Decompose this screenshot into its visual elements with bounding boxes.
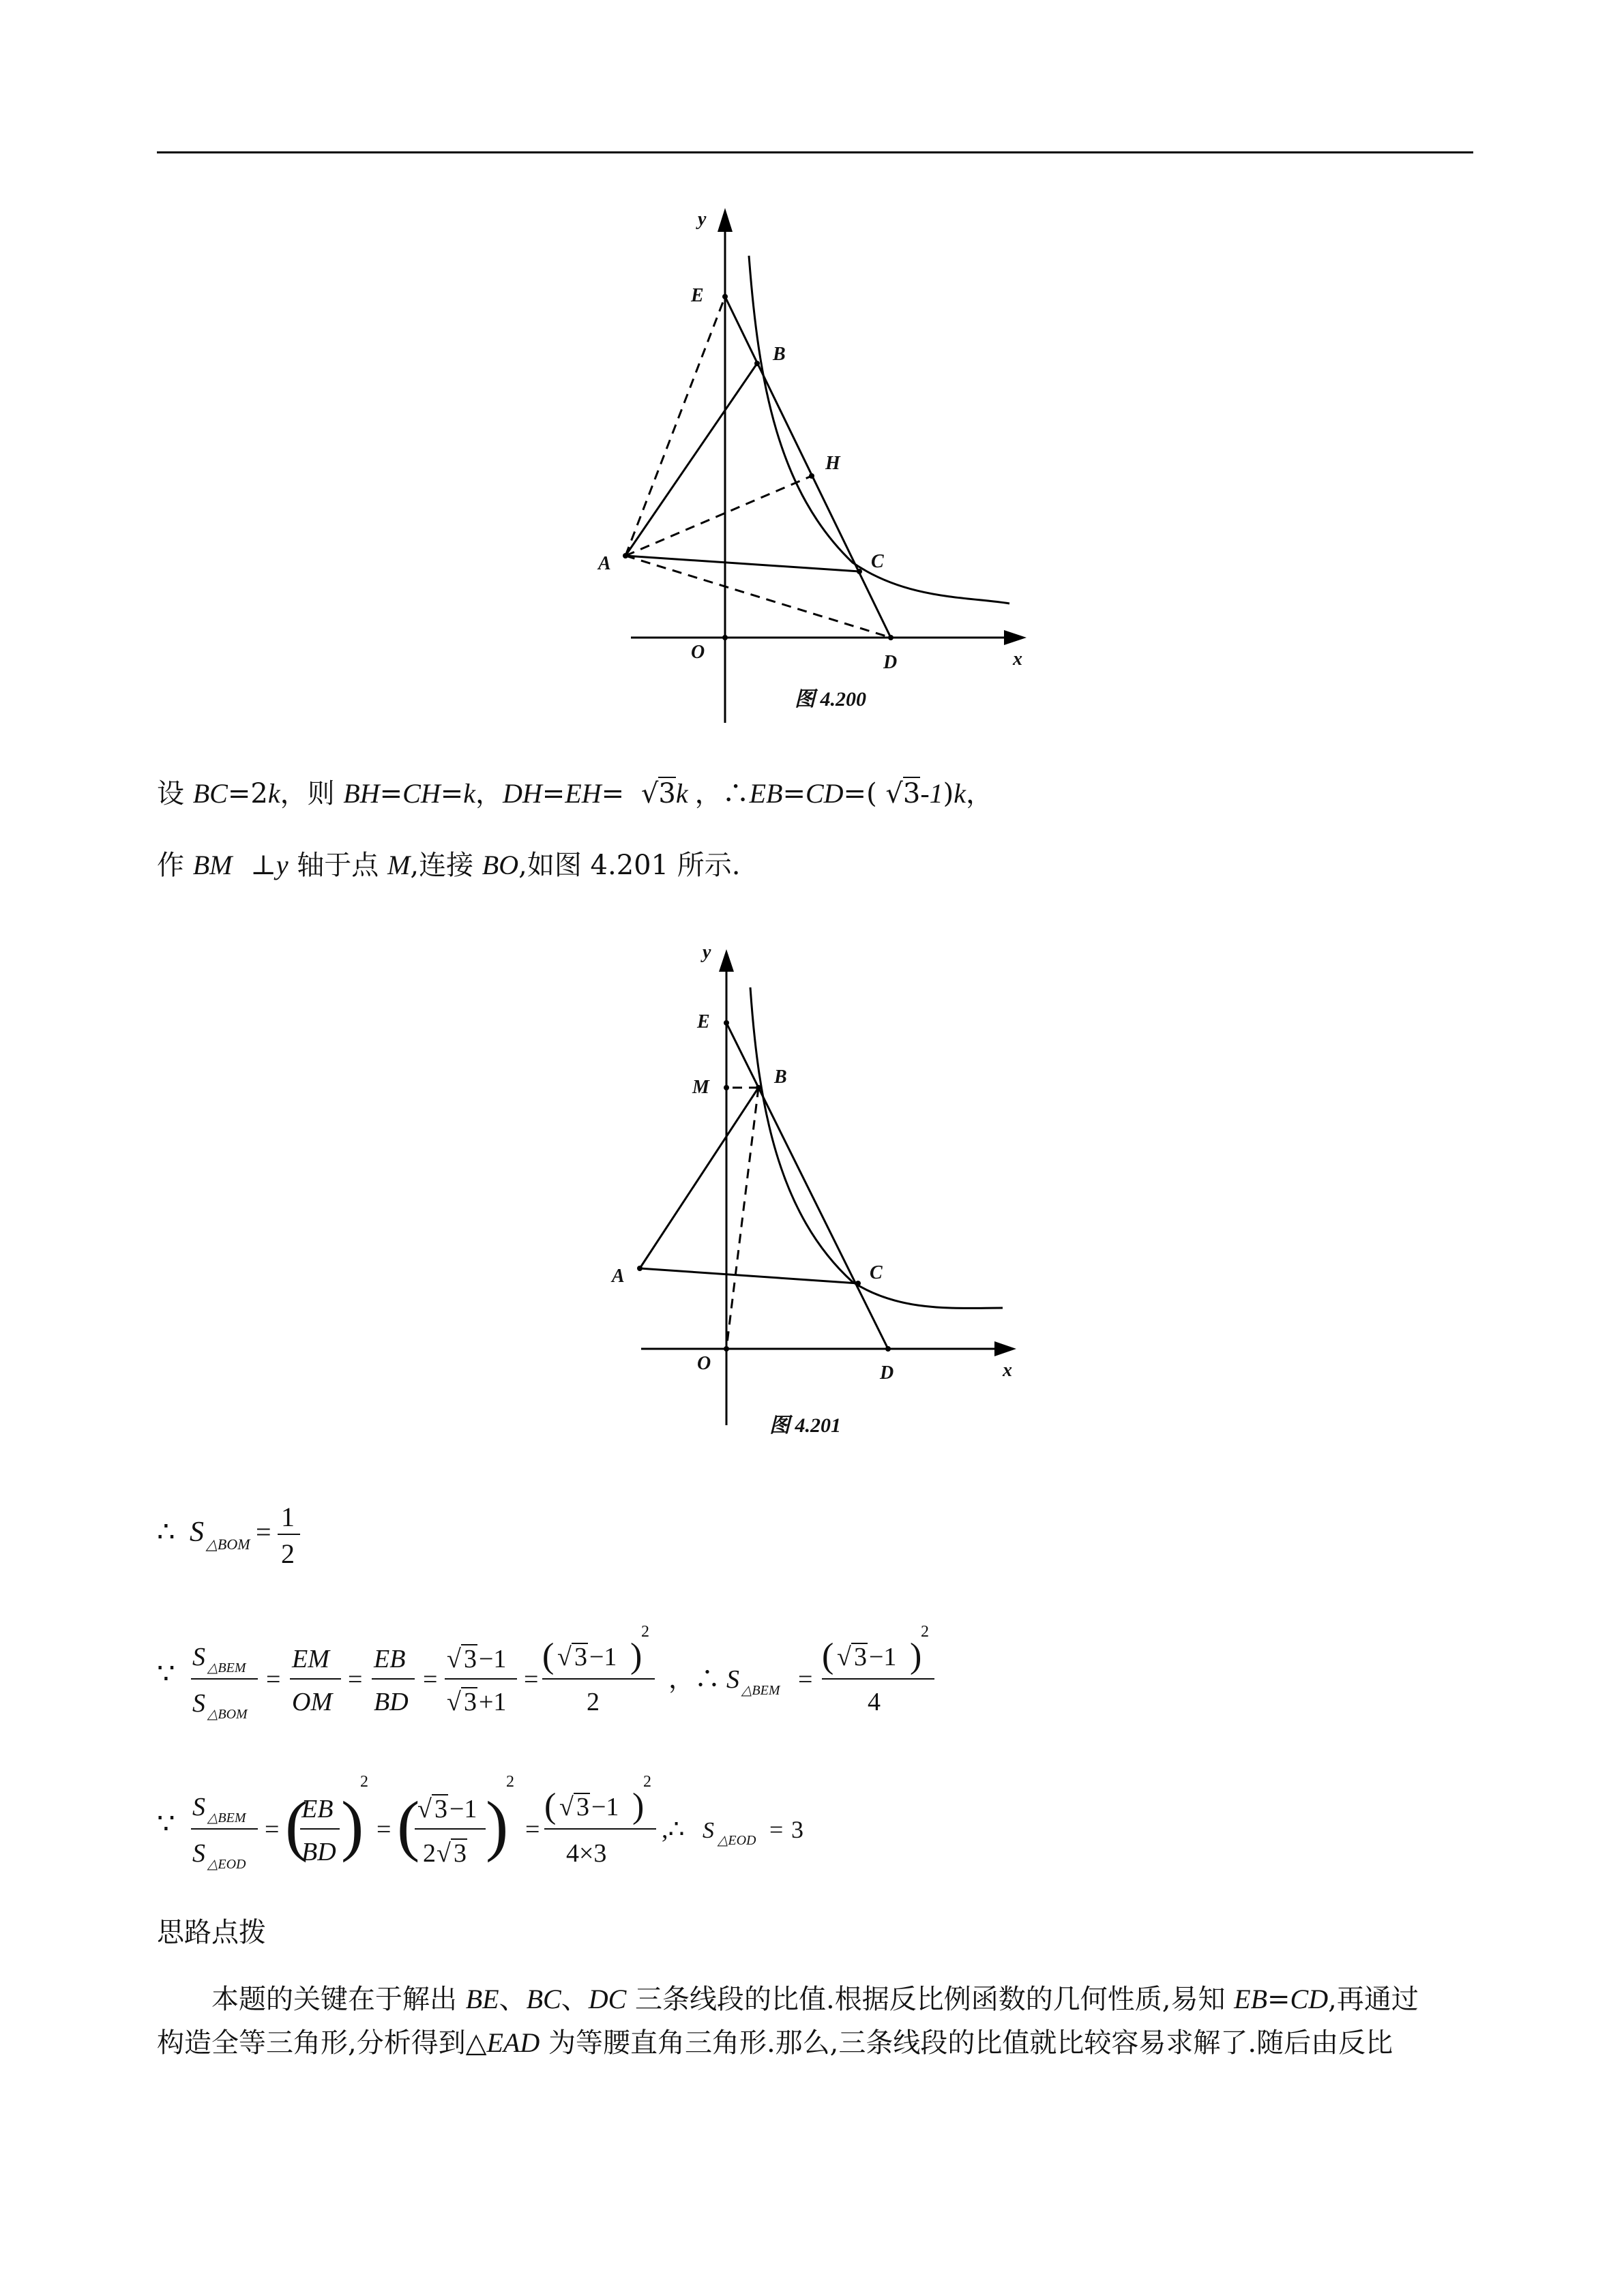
label-O: O — [691, 642, 705, 663]
t: ) — [943, 778, 954, 809]
plus1: +1 — [479, 1688, 507, 1716]
label-B: B — [773, 344, 786, 365]
three: 3 — [454, 1839, 467, 1868]
label-y: y — [703, 942, 711, 963]
svg-text:√: √ — [557, 1643, 572, 1671]
eq: = — [769, 1816, 784, 1843]
x-axis-arrow — [994, 1341, 1016, 1356]
sub: △BEM — [207, 1810, 246, 1825]
sqrt-symbol: √ — [885, 778, 903, 809]
t: ,再通过 — [1328, 1984, 1419, 2015]
segment-AC — [625, 556, 859, 571]
t: ，∴ — [694, 778, 750, 809]
t: 3 — [902, 778, 921, 809]
svg-text:(: ( — [397, 1787, 420, 1863]
three: 3 — [854, 1643, 867, 1671]
t: 本题的关键在于解出 — [211, 1984, 466, 2015]
comma-therefore: ,∴ — [662, 1815, 685, 1844]
t: BC — [192, 778, 228, 809]
eq: = — [256, 1517, 271, 1547]
formula-3 — [0, 1753, 1023, 1889]
t: k — [267, 778, 280, 809]
t: 轴于点 — [288, 850, 388, 881]
segment-ED — [726, 1023, 888, 1349]
label-C: C — [870, 1262, 883, 1283]
segment-AB — [640, 1088, 758, 1268]
segment-AE — [625, 297, 725, 556]
t: k — [463, 778, 475, 809]
svg-text:(: ( — [285, 1787, 308, 1863]
sq: 2 — [506, 1773, 514, 1791]
label-B: B — [774, 1067, 787, 1088]
svg-text:√: √ — [437, 1839, 451, 1868]
t: = — [1267, 1984, 1290, 2015]
t: DC — [588, 1984, 627, 2014]
label-D: D — [880, 1362, 894, 1384]
formula-1 — [0, 1487, 546, 1582]
points — [637, 1020, 891, 1352]
figure-4-201 — [0, 907, 1624, 1466]
t: =2 — [227, 778, 268, 809]
segment-AD — [625, 556, 891, 638]
label-x: x — [1013, 648, 1022, 670]
t: CD — [1290, 1984, 1329, 2014]
t: M — [387, 850, 411, 880]
t: 3 — [658, 778, 676, 809]
t: -1 — [920, 778, 943, 809]
svg-text:): ) — [632, 1787, 645, 1825]
t: BH — [343, 778, 380, 809]
t: 三条线段的比值.根据反比例函数的几何性质,易知 — [626, 1984, 1235, 2015]
eq: = — [265, 1815, 280, 1844]
EB: EB — [301, 1795, 334, 1823]
sub: △EOD — [207, 1857, 246, 1872]
eq: = — [266, 1665, 281, 1694]
paragraph-line-2 — [157, 2014, 1473, 2072]
label-E: E — [691, 285, 704, 306]
eq: = — [377, 1815, 392, 1844]
eq: = — [524, 1665, 539, 1694]
sub: △BOM — [206, 1536, 250, 1553]
sub: △EOD — [718, 1833, 756, 1848]
t: = — [782, 778, 806, 809]
three: 3 — [791, 1816, 803, 1843]
BD: BD — [374, 1688, 409, 1716]
S: S — [192, 1643, 205, 1671]
svg-text:√: √ — [837, 1643, 851, 1671]
t: BE — [465, 1984, 499, 2014]
S: S — [726, 1665, 739, 1694]
t: CD — [805, 778, 844, 809]
den: 2 — [281, 1538, 295, 1569]
label-A: A — [598, 553, 611, 574]
S: S — [192, 1839, 205, 1868]
three: 3 — [464, 1645, 477, 1673]
t: BM — [192, 850, 233, 880]
t: ,连接 — [410, 850, 482, 881]
three: 3 — [464, 1688, 477, 1716]
t: BO — [482, 850, 519, 880]
eq: = — [423, 1665, 438, 1694]
segment-ED — [725, 297, 891, 638]
t: BC — [526, 1984, 561, 2014]
two: 2 — [423, 1839, 436, 1868]
svg-text:(: ( — [544, 1787, 557, 1825]
minus1: −1 — [449, 1795, 477, 1823]
t: EB — [749, 778, 783, 809]
svg-text:√: √ — [447, 1645, 461, 1673]
t: ， — [966, 778, 994, 809]
t: ，则 — [280, 778, 344, 809]
t: EAD — [486, 2027, 540, 2058]
four: 4 — [868, 1688, 881, 1716]
label-O: O — [697, 1353, 711, 1374]
EB: EB — [374, 1645, 406, 1673]
svg-text:√: √ — [559, 1793, 574, 1821]
because: ∵ — [157, 1658, 175, 1690]
label-H: H — [825, 453, 840, 474]
t: ， — [475, 778, 503, 809]
axes — [631, 218, 1016, 723]
t: EB — [1234, 1984, 1268, 2014]
t: = — [440, 778, 464, 809]
svg-text:): ) — [486, 1787, 509, 1863]
segment-AC — [640, 1268, 858, 1283]
sq: 2 — [921, 1623, 929, 1641]
S: S — [192, 1689, 205, 1718]
label-C: C — [871, 551, 884, 572]
caption-4-200: 图 4.200 — [795, 688, 866, 711]
t: = — [601, 778, 633, 809]
eq: = — [798, 1665, 813, 1694]
eq: = — [525, 1815, 540, 1844]
t: y — [276, 850, 289, 880]
caption-4-201: 图 4.201 — [769, 1414, 841, 1437]
svg-text:√: √ — [447, 1688, 461, 1716]
t: k — [675, 778, 688, 809]
therefore-sym: ∴ — [157, 1517, 175, 1548]
svg-text:√: √ — [417, 1795, 432, 1823]
svg-text:): ) — [341, 1787, 364, 1863]
t: 、 — [561, 1984, 589, 2015]
two: 2 — [587, 1688, 600, 1716]
three: 3 — [576, 1793, 589, 1821]
section-title: 思路点拨 — [157, 1917, 266, 1948]
t: ⊥ — [241, 850, 276, 881]
label-A: A — [612, 1266, 625, 1287]
comma-therefore: ，∴ — [668, 1665, 721, 1694]
t: 、 — [499, 1984, 527, 2015]
label-y: y — [698, 209, 707, 230]
figure-4-200 — [0, 0, 1624, 750]
t: 作 — [157, 850, 193, 881]
sub: △BEM — [207, 1660, 246, 1675]
t: = — [379, 778, 403, 809]
minus1: −1 — [591, 1793, 619, 1821]
S: S — [192, 1793, 205, 1821]
sqrt-symbol: √ — [640, 778, 659, 809]
t: k — [954, 778, 966, 809]
times: 4×3 — [566, 1839, 607, 1868]
sq: 2 — [643, 1773, 651, 1791]
label-M: M — [692, 1077, 709, 1098]
svg-text:(: ( — [542, 1637, 555, 1675]
sq: 2 — [360, 1773, 368, 1791]
dashed-segments — [726, 1088, 758, 1349]
EM: EM — [292, 1645, 329, 1673]
sq: 2 — [641, 1623, 649, 1641]
t: CH — [402, 778, 441, 809]
t: =( — [843, 778, 886, 809]
sub: △BOM — [207, 1707, 248, 1722]
explanation-paragraph — [157, 1971, 1473, 2072]
segment-BO — [726, 1088, 758, 1349]
svg-text:(: ( — [822, 1637, 834, 1675]
y-axis-arrow — [718, 208, 733, 232]
OM: OM — [292, 1688, 333, 1716]
formula-2 — [0, 1602, 1023, 1725]
num: 1 — [281, 1502, 295, 1532]
label-E: E — [697, 1011, 710, 1032]
sub: △BEM — [741, 1683, 780, 1698]
t: = — [542, 778, 565, 809]
t: 构造全等三角形,分析得到△ — [157, 2027, 487, 2059]
three: 3 — [574, 1643, 587, 1671]
y-axis-arrow — [719, 949, 734, 972]
t: 设 — [157, 778, 193, 809]
minus1: −1 — [479, 1645, 507, 1673]
axes — [641, 958, 1006, 1425]
eq: = — [348, 1665, 363, 1694]
S: S — [190, 1517, 204, 1548]
label-x: x — [1003, 1360, 1012, 1381]
svg-text:): ) — [630, 1637, 643, 1675]
svg-text:): ) — [910, 1637, 922, 1675]
three: 3 — [434, 1795, 447, 1823]
t: DH — [503, 778, 542, 809]
minus1: −1 — [869, 1643, 897, 1671]
because: ∵ — [157, 1808, 175, 1840]
S: S — [703, 1818, 714, 1843]
BD: BD — [301, 1838, 336, 1866]
t: EH — [565, 778, 602, 809]
x-axis-arrow — [1004, 630, 1027, 645]
minus1: −1 — [589, 1643, 617, 1671]
solid-segments — [640, 1023, 888, 1349]
label-D: D — [883, 652, 898, 673]
text-line-2 — [157, 849, 741, 882]
text-line-1 — [157, 777, 993, 810]
t: ,如图 4.201 所示. — [518, 850, 741, 881]
t: 为等腰直角三角形.那么,三条线段的比值就比较容易求解了.随后由反比 — [540, 2027, 1393, 2059]
